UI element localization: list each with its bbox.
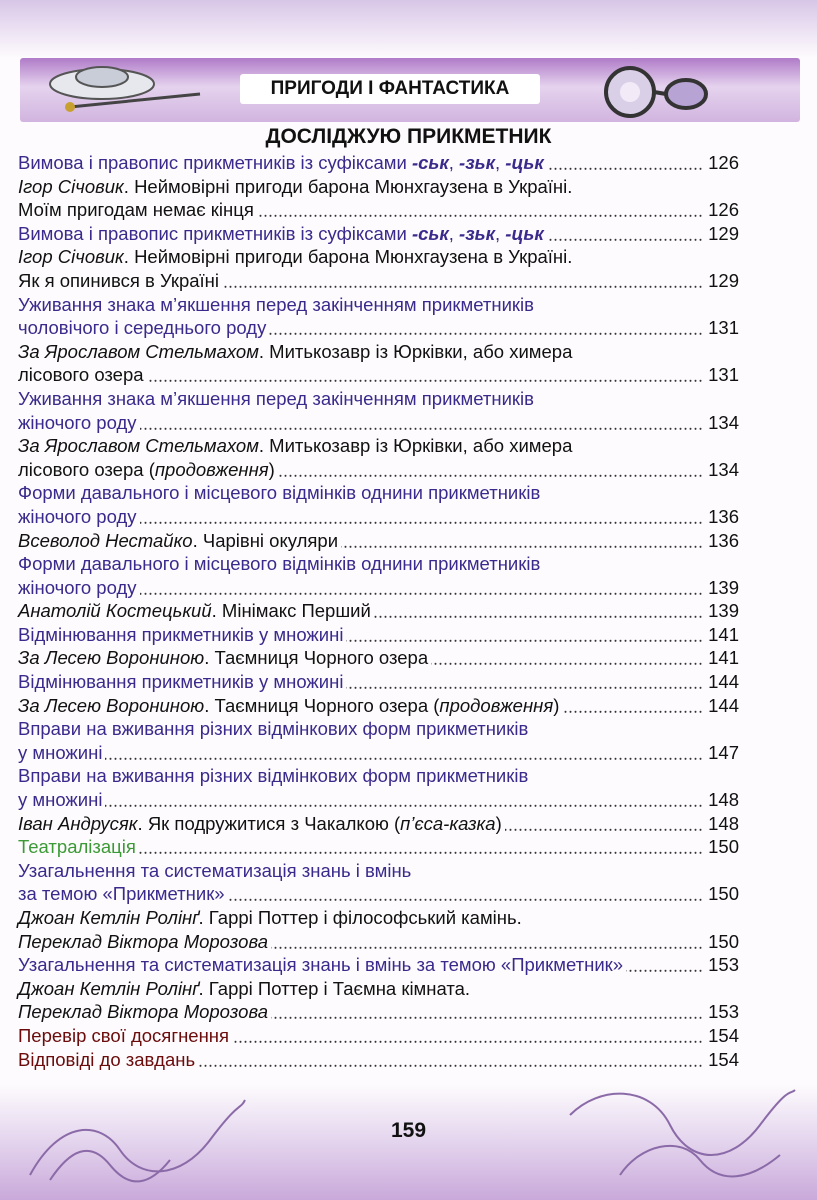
toc-line	[18, 859, 739, 883]
toc-line	[18, 222, 739, 246]
toc-text-emphasis: Ігор Січовик	[18, 175, 124, 197]
toc-page-number: 153	[702, 1000, 739, 1024]
banner-title: ПРИГОДИ І ФАНТАСТИКА	[240, 74, 540, 104]
toc-page-number: 134	[702, 458, 739, 482]
toc-line-text	[18, 316, 269, 340]
toc-text-emphasis: Ігор Січовик	[18, 246, 124, 268]
toc-page-number: 148	[702, 812, 739, 836]
toc-line-text	[18, 882, 228, 906]
toc-line	[18, 387, 739, 411]
toc-text-segment: . Гаррі Поттер і філософський камінь.	[198, 907, 522, 928]
toc-page-number: 131	[702, 363, 739, 387]
toc-line	[18, 363, 739, 387]
toc-line-text	[18, 434, 575, 458]
ufo-icon	[30, 62, 210, 122]
toc-line-text	[18, 835, 139, 859]
top-decoration-band	[0, 0, 817, 58]
toc-line-text	[18, 741, 105, 765]
toc-line	[18, 458, 739, 482]
toc-text-segment: жіночого роду	[18, 576, 137, 598]
toc-page-number: 131	[702, 316, 739, 340]
toc-line	[18, 623, 739, 647]
toc-line-text	[18, 529, 341, 553]
toc-text-segment: жіночого роду	[18, 411, 137, 433]
toc-text-segment: . Чарівні окуляри	[192, 529, 339, 551]
toc-line	[18, 151, 739, 175]
toc-line	[18, 1048, 739, 1072]
toc-text-segment: Вимова і правопис прикметників із суфіксами	[18, 222, 412, 244]
toc-page-number: 139	[702, 576, 739, 600]
toc-text-segment: жіночого роду	[18, 505, 137, 527]
toc-line	[18, 741, 739, 765]
toc-page-number: 153	[702, 953, 739, 977]
toc-text-emphasis: продовження	[154, 458, 269, 480]
toc-text-segment: ,	[495, 152, 506, 173]
toc-text-segment: Перевір свої досягнення	[18, 1024, 230, 1046]
toc-line-text	[18, 906, 525, 930]
table-of-contents	[18, 151, 739, 1071]
toc-text-segment: Вправи на вживання різних відмінкових форм прикметників	[18, 765, 529, 787]
toc-text-segment: ,	[448, 222, 460, 244]
toc-line-text	[18, 977, 473, 1001]
toc-line-text	[18, 1000, 271, 1024]
toc-page-number: 147	[702, 741, 739, 765]
toc-text-emphasis: Анатолій Костецький	[18, 600, 212, 622]
toc-page-number: 129	[702, 222, 739, 246]
toc-line-text	[18, 222, 547, 246]
toc-line-text	[18, 245, 575, 269]
toc-text-segment: Уживання знака м’якшення перед закінченням прикметників	[18, 387, 534, 409]
toc-page-number: 154	[702, 1048, 739, 1072]
toc-text-segment: у множині	[18, 741, 103, 763]
toc-text-segment: Вправи на вживання різних відмінкових форм прикметників	[18, 718, 529, 740]
toc-line	[18, 764, 739, 788]
toc-text-segment: . Неймовірні пригоди барона Мюнхгаузена в Україні.	[123, 246, 573, 268]
toc-text-segment: Форми давального і місцевого відмінків однини прикметників	[18, 482, 541, 504]
toc-line	[18, 694, 739, 718]
toc-text-segment: . Мінімакс Перший	[211, 600, 371, 622]
toc-text-emphasis: -ськ	[411, 222, 449, 244]
toc-page-number: 126	[702, 151, 739, 175]
toc-text-emphasis: -цьк	[505, 152, 544, 173]
toc-text-emphasis: За Лесею Ворониною	[18, 694, 205, 716]
toc-line	[18, 882, 739, 906]
toc-text-segment: )	[495, 812, 502, 834]
toc-text-emphasis: Переклад Віктора Морозова	[18, 930, 268, 952]
toc-line-text	[18, 269, 222, 293]
toc-page-number: 141	[702, 623, 739, 647]
toc-text-segment: Уживання знака м’якшення перед закінченням прикметників	[18, 293, 534, 315]
toc-text-segment: лісового озера	[18, 364, 144, 386]
toc-text-emphasis: За Ярославом Стельмахом	[18, 435, 259, 457]
toc-line	[18, 835, 739, 859]
toc-line	[18, 788, 739, 812]
toc-text-emphasis: Переклад Віктора Морозова	[18, 1001, 268, 1023]
toc-text-segment: у множині	[18, 789, 103, 811]
toc-text-emphasis: Іван Андрусяк	[18, 812, 138, 834]
toc-page-number: 134	[702, 411, 739, 435]
toc-line-text	[18, 293, 537, 317]
toc-line-text	[18, 670, 346, 694]
toc-line-text	[18, 646, 431, 670]
toc-line-text	[18, 812, 505, 836]
toc-line-text	[18, 411, 140, 435]
toc-line	[18, 481, 739, 505]
toc-text-segment: )	[268, 458, 275, 480]
toc-text-segment: за темою «Прикметник»	[18, 883, 225, 905]
toc-line-text	[18, 694, 562, 718]
toc-text-segment: . Як подружитися з Чакалкою (	[137, 812, 401, 834]
toc-text-emphasis: -ськ	[411, 152, 449, 173]
toc-text-emphasis: -зьк	[459, 222, 496, 244]
toc-line-text	[18, 1024, 232, 1048]
toc-text-segment: Форми давального і місцевого відмінків однини прикметників	[18, 553, 541, 575]
toc-text-segment: ,	[495, 222, 506, 244]
toc-text-segment: Відмінювання прикметників у множині	[18, 623, 344, 645]
toc-line	[18, 434, 739, 458]
toc-text-segment: Вимова і правопис прикметників із суфіксами	[18, 152, 412, 173]
toc-line	[18, 175, 739, 199]
toc-line	[18, 316, 739, 340]
toc-line	[18, 906, 739, 930]
toc-text-segment: Театралізація	[18, 836, 136, 858]
toc-line-text	[18, 764, 531, 788]
toc-text-segment: чоловічого і середнього роду	[18, 317, 267, 339]
toc-page-number: 154	[702, 1024, 739, 1048]
toc-line	[18, 599, 739, 623]
toc-line-text	[18, 481, 543, 505]
toc-text-segment: . Таємниця Чорного озера (	[204, 694, 440, 716]
toc-text-emphasis: Всеволод Нестайко	[18, 529, 193, 551]
toc-page-number: 141	[702, 646, 739, 670]
toc-line-text	[18, 198, 257, 222]
toc-line-text	[18, 552, 543, 576]
toc-line	[18, 977, 739, 1001]
toc-page-number: 150	[702, 835, 739, 859]
toc-text-segment: лісового озера (	[18, 458, 155, 480]
toc-text-segment: Відповіді до завдань	[18, 1048, 196, 1070]
toc-line	[18, 293, 739, 317]
toc-text-segment: Узагальнення та систематизація знань і вмінь	[18, 859, 412, 881]
toc-line	[18, 505, 739, 529]
toc-line-text	[18, 930, 271, 954]
toc-line-text	[18, 623, 346, 647]
toc-line	[18, 646, 739, 670]
toc-text-segment: . Гаррі Поттер і Таємна кімната.	[198, 977, 471, 999]
toc-page-number: 139	[702, 599, 739, 623]
toc-page-number: 150	[702, 930, 739, 954]
toc-text-emphasis: За Лесею Ворониною	[18, 647, 205, 669]
toc-page-number: 144	[702, 694, 739, 718]
toc-text-emphasis: п’єса-казка	[400, 812, 496, 834]
toc-text-emphasis: продовження	[439, 694, 554, 716]
toc-page-number: 148	[702, 788, 739, 812]
toc-text-emphasis: Джоан Кетлін Ролінґ	[18, 907, 199, 928]
toc-line-text	[18, 717, 531, 741]
toc-line	[18, 1024, 739, 1048]
toc-page-number: 126	[702, 198, 739, 222]
toc-line	[18, 812, 739, 836]
toc-line-text	[18, 363, 147, 387]
toc-text-segment: . Таємниця Чорного озера	[204, 647, 429, 669]
toc-text-emphasis: За Ярославом Стельмахом	[18, 340, 259, 362]
toc-page-number: 129	[702, 269, 739, 293]
toc-line-text	[18, 1048, 198, 1072]
toc-line-text	[18, 340, 575, 364]
toc-line	[18, 340, 739, 364]
toc-page-number: 144	[702, 670, 739, 694]
toc-line-text	[18, 387, 537, 411]
toc-text-emphasis: -цьк	[505, 222, 544, 244]
page-number: 159	[390, 1119, 427, 1142]
toc-line	[18, 717, 739, 741]
glasses-icon	[600, 60, 730, 124]
toc-line-text	[18, 788, 105, 812]
toc-page-number: 136	[702, 529, 739, 553]
toc-line-text	[18, 859, 414, 883]
toc-page-number: 136	[702, 505, 739, 529]
toc-line	[18, 552, 739, 576]
toc-text-emphasis: -зьк	[459, 152, 496, 173]
toc-line-text	[18, 151, 547, 175]
toc-line	[18, 529, 739, 553]
toc-line	[18, 953, 739, 977]
toc-line-text	[18, 505, 140, 529]
toc-line	[18, 930, 739, 954]
toc-line	[18, 576, 739, 600]
toc-line-text	[18, 458, 278, 482]
toc-line-text	[18, 599, 374, 623]
toc-text-segment: ,	[448, 152, 460, 173]
toc-line	[18, 411, 739, 435]
toc-line	[18, 1000, 739, 1024]
toc-text-segment: )	[553, 694, 560, 716]
toc-text-segment: . Митькозавр із Юрківки, або химера	[258, 340, 573, 362]
toc-line	[18, 670, 739, 694]
toc-line	[18, 198, 739, 222]
toc-text-segment: . Митькозавр із Юрківки, або химера	[258, 435, 573, 457]
toc-text-segment: . Неймовірні пригоди барона Мюнхгаузена в Україні.	[123, 175, 573, 197]
toc-line-text	[18, 175, 575, 199]
toc-page-number: 150	[702, 882, 739, 906]
toc-text-segment: Як я опинився в Україні	[18, 269, 219, 291]
section-title: ДОСЛІДЖУЮ ПРИКМЕТНИК	[265, 125, 552, 148]
toc-line	[18, 269, 739, 293]
toc-line	[18, 245, 739, 269]
toc-text-segment: Узагальнення та систематизація знань і вмінь за темою «Прикметник»	[18, 954, 624, 976]
toc-text-segment: Моїм пригодам немає кінця	[18, 199, 254, 221]
toc-text-segment: Відмінювання прикметників у множині	[18, 671, 344, 693]
toc-text-emphasis: Джоан Кетлін Ролінґ	[18, 977, 199, 999]
toc-line-text	[18, 576, 140, 600]
toc-line-text	[18, 953, 626, 977]
